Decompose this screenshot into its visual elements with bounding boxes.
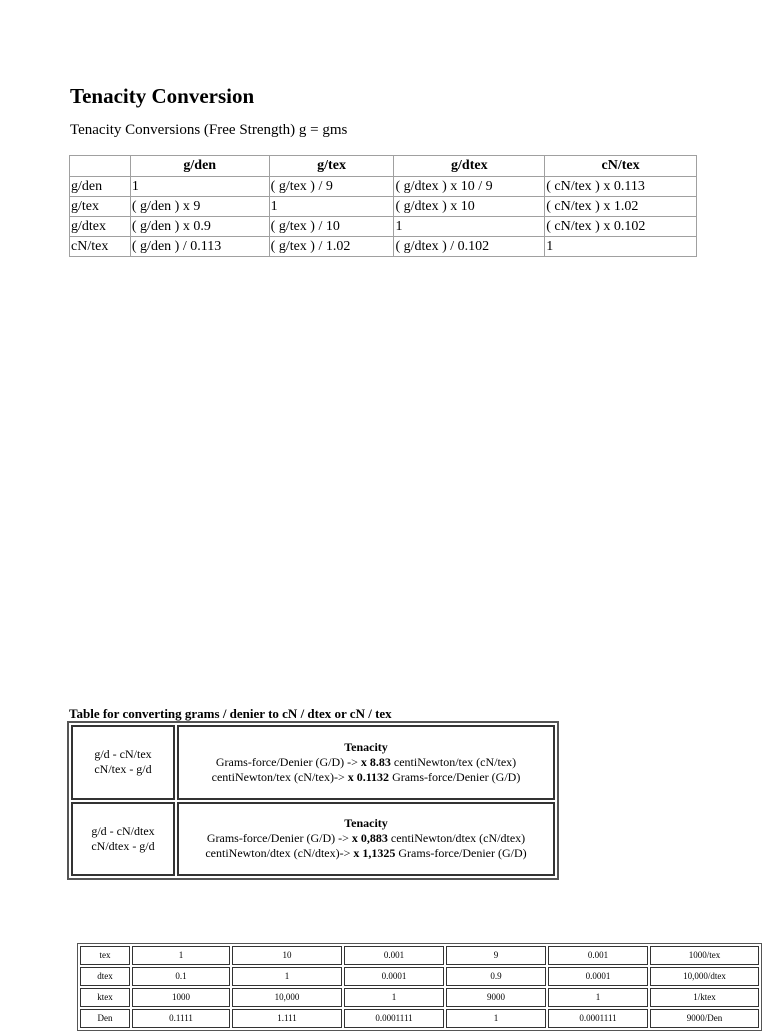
table-cell: ( g/dtex ) / 0.102 [394, 237, 545, 257]
factor-text: centiNewton/tex (cN/tex)-> [211, 769, 348, 784]
table-cell: 1 [344, 988, 444, 1007]
table-cell: 9 [446, 946, 546, 965]
table-cell: 0.1111 [132, 1009, 230, 1028]
factor-text: Grams-force/Denier (G/D) -> [206, 831, 352, 846]
factor-value: x 0.1132 [347, 769, 390, 784]
table-row [70, 177, 697, 197]
row-label: ktex [80, 988, 130, 1007]
direction-line: cN/tex - g/d [94, 762, 152, 777]
table-cell: 1000/tex [650, 946, 759, 965]
factor-text: centiNewton/dtex (cN/dtex)-> [205, 846, 354, 861]
factor-text: centiNewton/dtex (cN/dtex) [387, 831, 526, 846]
table-row [71, 802, 555, 877]
conversion-factor-cell [177, 725, 555, 800]
tenacity-table-caption: Table for converting grams / denier to cN / dtex or cN / tex [69, 706, 392, 721]
conversion-factor-cell [177, 802, 555, 877]
row-label: g/dtex [70, 217, 131, 237]
unit-conversion-table [77, 943, 762, 1031]
tenacity-table-frame [67, 721, 559, 880]
table-row [80, 967, 759, 986]
factor-text: centiNewton/tex (cN/tex) [390, 754, 517, 769]
table-cell: 9000/Den [650, 1009, 759, 1028]
table-cell: 10,000/dtex [650, 967, 759, 986]
factor-text: Grams-force/Denier (G/D) -> [215, 754, 361, 769]
table-cell: 1.111 [232, 1009, 342, 1028]
row-label: dtex [80, 967, 130, 986]
table-cell: 1 [130, 177, 269, 197]
table-cell: 1/ktex [650, 988, 759, 1007]
table-cell: ( g/tex ) / 9 [269, 177, 394, 197]
table-cell: ( cN/tex ) x 0.113 [545, 177, 697, 197]
table-cell: 1 [232, 967, 342, 986]
table-cell: ( g/den ) / 0.113 [130, 237, 269, 257]
table-row [80, 946, 759, 965]
table-cell: ( cN/tex ) x 0.102 [545, 217, 697, 237]
table-cell: 1 [132, 946, 230, 965]
direction-line: g/d - cN/tex [94, 747, 152, 762]
factor-text: Grams-force/Denier (G/D) [395, 846, 527, 861]
table-cell: 10,000 [232, 988, 342, 1007]
table-header-row [70, 156, 697, 177]
table-cell: 1 [269, 197, 394, 217]
table-cell: 0.0001 [344, 967, 444, 986]
table-cell: 0.0001111 [344, 1009, 444, 1028]
table-cell: ( g/tex ) / 1.02 [269, 237, 394, 257]
header-cell: g/tex [269, 156, 394, 177]
factor-text: Grams-force/Denier (G/D) [389, 769, 521, 784]
page-title: Tenacity Conversion [70, 84, 255, 108]
table-cell: 1 [446, 1009, 546, 1028]
tenacity-conversion-table [69, 155, 697, 257]
table-cell: 1 [548, 988, 648, 1007]
row-label: cN/tex [70, 237, 131, 257]
header-cell [70, 156, 131, 177]
row-label: g/den [70, 177, 131, 197]
row-label: tex [80, 946, 130, 965]
table-row [80, 988, 759, 1007]
row-label: Den [80, 1009, 130, 1028]
table-cell: ( g/tex ) / 10 [269, 217, 394, 237]
table-cell: 9000 [446, 988, 546, 1007]
table-row [80, 1009, 759, 1028]
table-cell: 0.0001 [548, 967, 648, 986]
direction-line: g/d - cN/dtex [91, 823, 155, 838]
table-row [70, 217, 697, 237]
table-cell: 0.001 [344, 946, 444, 965]
table-cell: ( g/den ) x 9 [130, 197, 269, 217]
table-cell: 1 [545, 237, 697, 257]
table-cell: 0.1 [132, 967, 230, 986]
header-cell: g/den [130, 156, 269, 177]
page-subtitle: Tenacity Conversions (Free Strength) g = gms [70, 122, 348, 138]
table-row [70, 197, 697, 217]
conversion-direction-cell [71, 802, 175, 877]
table-cell: ( g/dtex ) x 10 [394, 197, 545, 217]
table-cell: 1 [394, 217, 545, 237]
table-cell: 0.001 [548, 946, 648, 965]
table-cell: 0.0001111 [548, 1009, 648, 1028]
factor-value: x 1,1325 [353, 846, 396, 861]
table-cell: ( g/dtex ) x 10 / 9 [394, 177, 545, 197]
table-cell: 0.9 [446, 967, 546, 986]
tenacity-heading: Tenacity [344, 739, 388, 754]
header-cell: g/dtex [394, 156, 545, 177]
tenacity-heading: Tenacity [344, 816, 388, 831]
direction-line: cN/dtex - g/d [91, 838, 155, 853]
factor-value: x 0,883 [351, 831, 388, 846]
factor-value: x 8.83 [360, 754, 391, 769]
conversion-direction-cell [71, 725, 175, 800]
table-cell: ( g/den ) x 0.9 [130, 217, 269, 237]
table-cell: 10 [232, 946, 342, 965]
table-cell: 1000 [132, 988, 230, 1007]
header-cell: cN/tex [545, 156, 697, 177]
table-cell: ( cN/tex ) x 1.02 [545, 197, 697, 217]
tenacity-table [69, 723, 557, 878]
table-row [71, 725, 555, 800]
row-label: g/tex [70, 197, 131, 217]
table-row [70, 237, 697, 257]
